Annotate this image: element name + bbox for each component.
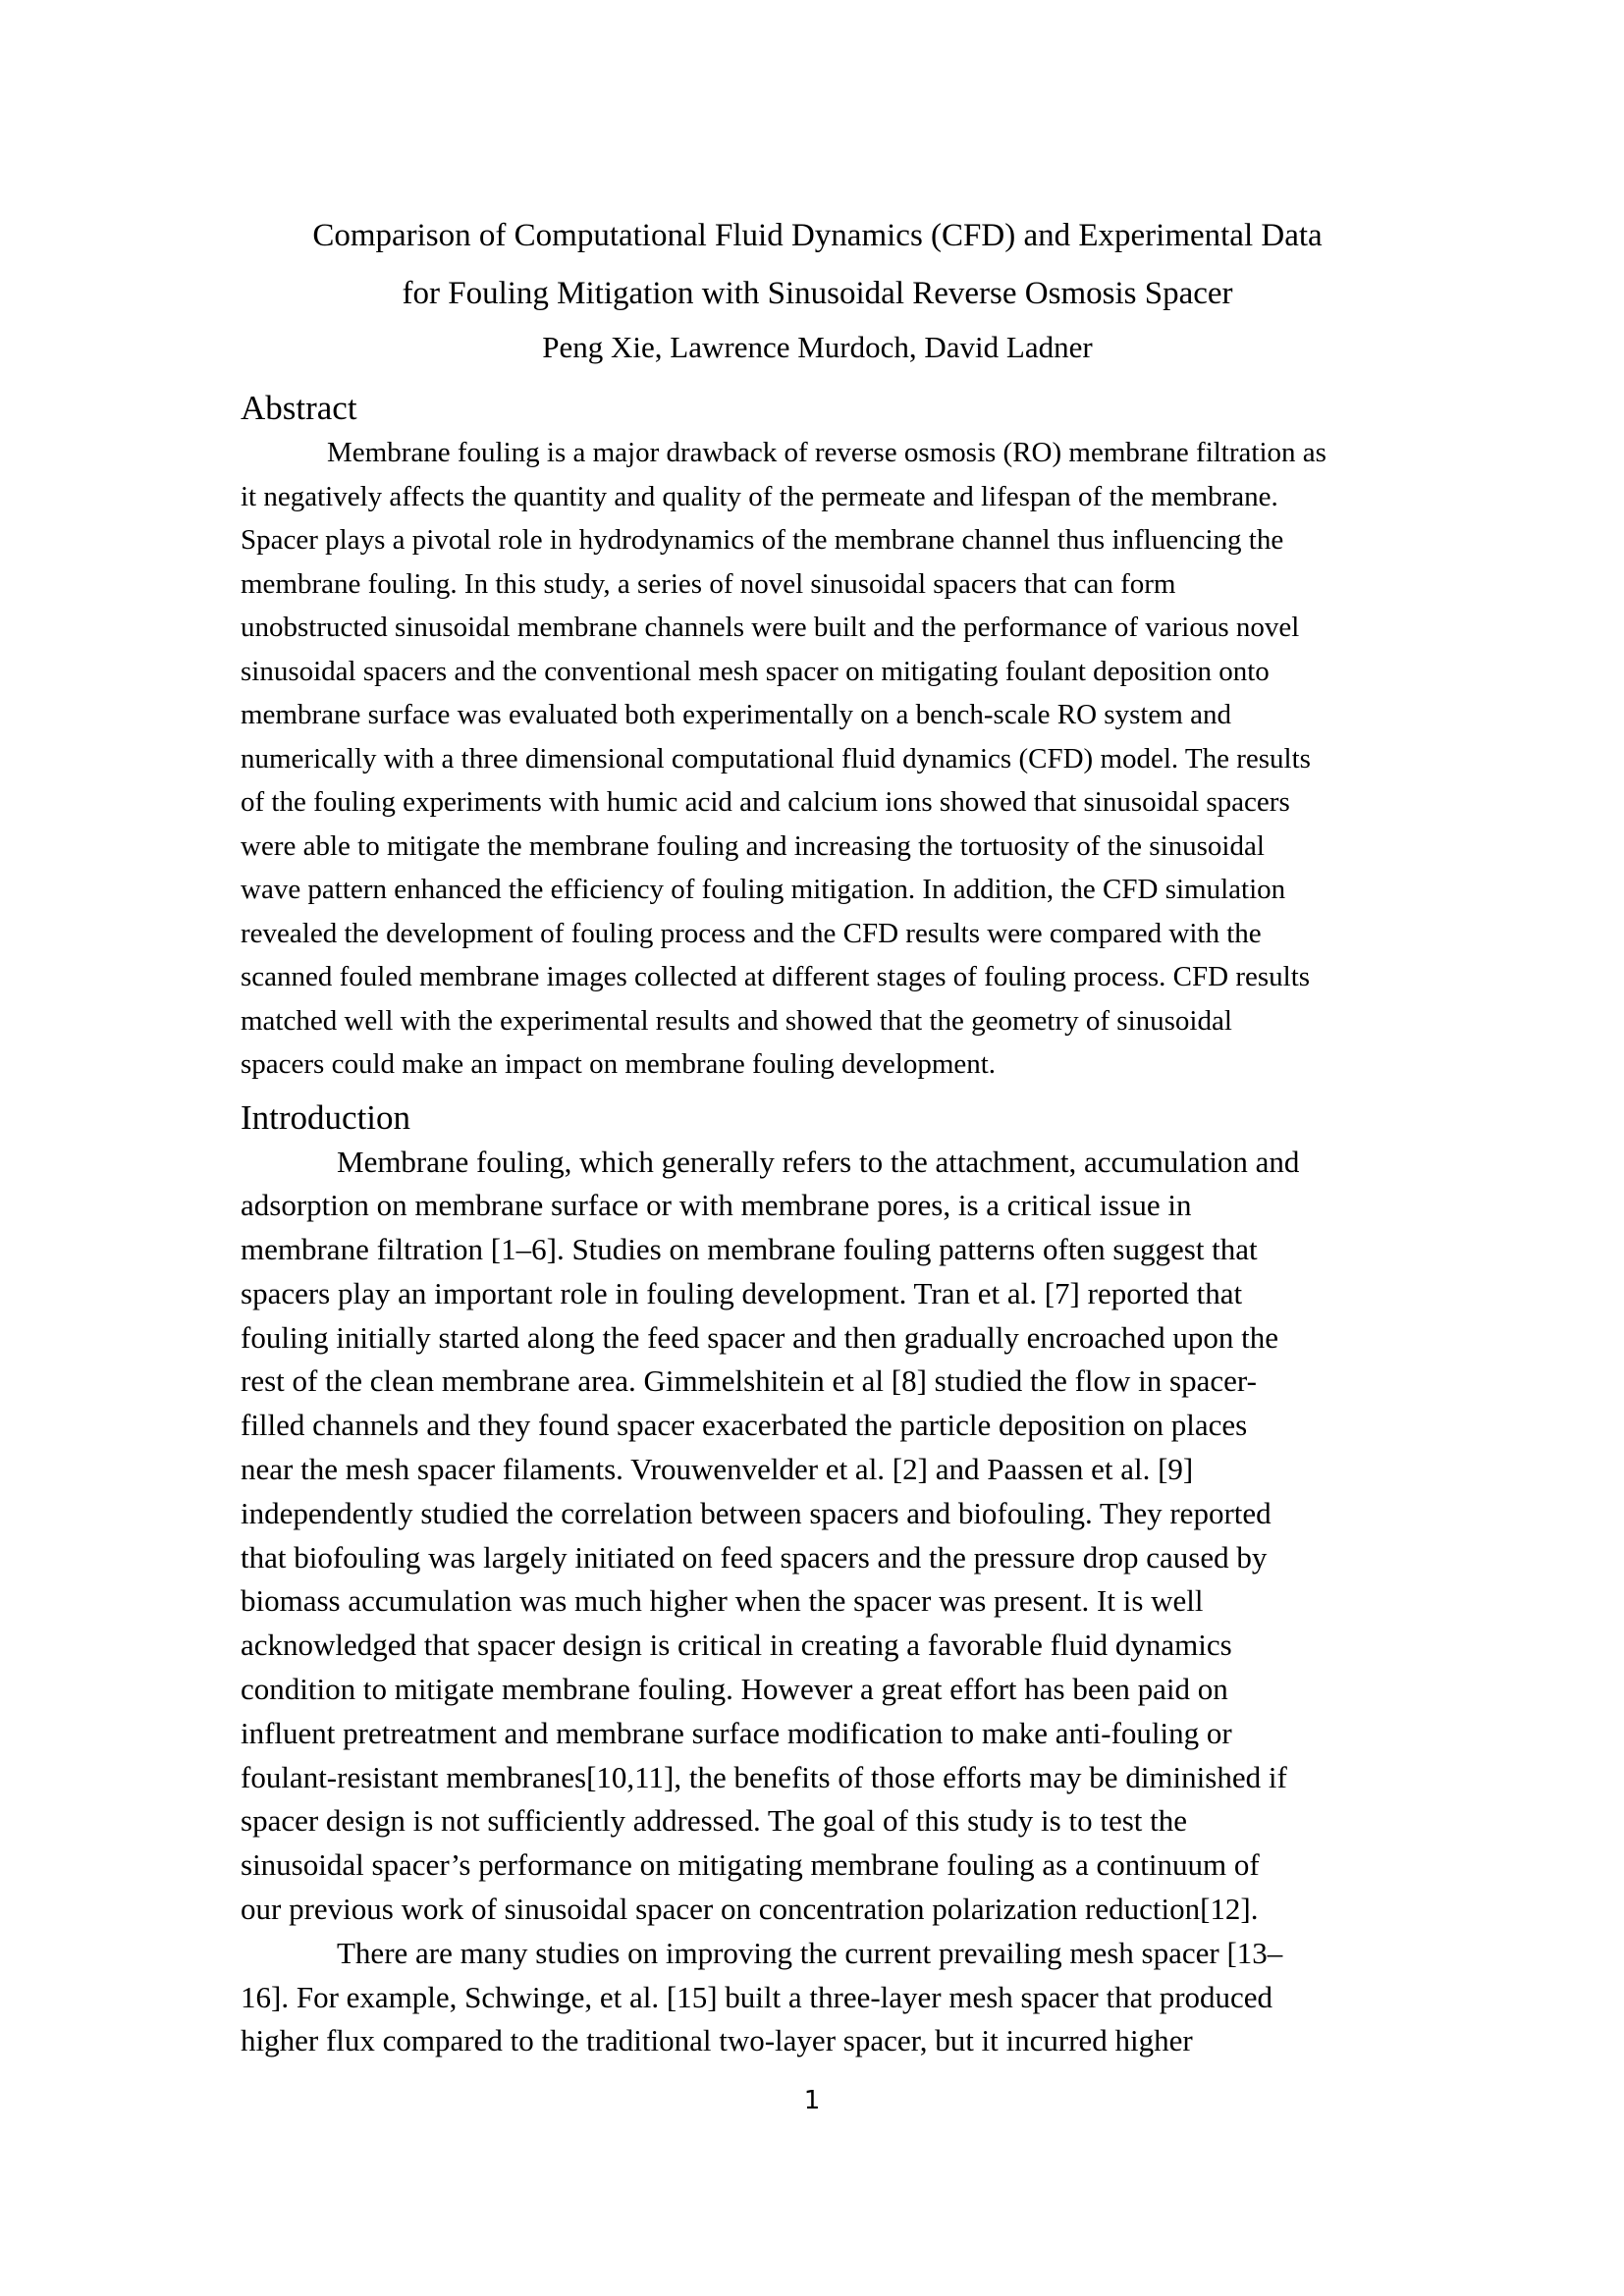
- paper-title: [241, 0, 1394, 323]
- text-line: spacer design is not sufficiently addressed. The goal of this study is to test the: [241, 1803, 1187, 1839]
- introduction-paragraph-2: [241, 1932, 1394, 2063]
- text-line: independently studied the correlation between spacers and biofouling. They reported: [241, 1495, 1272, 1530]
- abstract-paragraph: [241, 431, 1394, 1087]
- text-line: near the mesh spacer filaments. Vrouwenvelder et al. [2] and Paassen et al. [9]: [241, 1452, 1194, 1487]
- introduction-heading: Introduction: [241, 1097, 411, 1137]
- text-line: fouling initially started along the feed spacer and then gradually encroached upon the: [241, 1319, 1279, 1355]
- text-line: membrane fouling. In this study, a series of novel sinusoidal spacers that can form: [241, 567, 1176, 600]
- text-line: There are many studies on improving the current prevailing mesh spacer [13–: [337, 1935, 1283, 1970]
- text-line: membrane surface was evaluated both experimentally on a bench-scale RO system and: [241, 699, 1231, 730]
- text-line: Membrane fouling, which generally refers to the attachment, accumulation and: [337, 1144, 1300, 1179]
- text-line: acknowledged that spacer design is critical in creating a favorable fluid dynamics: [241, 1628, 1232, 1663]
- text-line: of the fouling experiments with humic acid and calcium ions showed that sinusoidal spacers: [241, 786, 1290, 818]
- text-line: unobstructed sinusoidal membrane channels were built and the performance of various novel: [241, 612, 1300, 643]
- page-number: 1: [803, 2086, 821, 2115]
- text-line: revealed the development of fouling process and the CFD results were compared with the: [241, 917, 1262, 949]
- text-line: influent pretreatment and membrane surface modification to make anti-fouling or: [241, 1715, 1232, 1750]
- introduction-paragraph-1: [241, 1141, 1394, 1932]
- text-line: sinusoidal spacers and the conventional mesh spacer on mitigating foulant deposition onto: [241, 655, 1270, 687]
- text-line: wave pattern enhanced the efficiency of fouling mitigation. In addition, the CFD simulation: [241, 874, 1286, 905]
- text-line: adsorption on membrane surface or with membrane pores, is a critical issue in: [241, 1188, 1192, 1223]
- text-line: Spacer plays a pivotal role in hydrodynamics of the membrane channel thus influencing the: [241, 524, 1284, 556]
- text-line: 16]. For example, Schwinge, et al. [15] built a three-layer mesh spacer that produced: [241, 1979, 1273, 2014]
- paper-title-line-1: Comparison of Computational Fluid Dynamics (CFD) and Experimental Data: [312, 218, 1323, 253]
- text-line: our previous work of sinusoidal spacer on concentration polarization reduction[12].: [241, 1892, 1259, 1927]
- text-line: condition to mitigate membrane fouling. However a great effort has been paid on: [241, 1672, 1228, 1707]
- text-line: foulant-resistant membranes[10,11], the benefits of those efforts may be diminished if: [241, 1759, 1287, 1794]
- text-line: higher flux compared to the traditional two-layer spacer, but it incurred higher: [241, 2023, 1193, 2058]
- text-line: numerically with a three dimensional computational fluid dynamics (CFD) model. The results: [241, 742, 1311, 774]
- text-line: filled channels and they found spacer exacerbated the particle deposition on places: [241, 1408, 1248, 1443]
- text-line: Membrane fouling is a major drawback of reverse osmosis (RO) membrane filtration as: [327, 437, 1326, 468]
- text-line: biomass accumulation was much higher when the spacer was present. It is well: [241, 1583, 1204, 1619]
- text-line: spacers play an important role in fouling development. Tran et al. [7] reported that: [241, 1275, 1243, 1310]
- abstract-heading: Abstract: [241, 389, 357, 427]
- text-line: it negatively affects the quantity and quality of the permeate and lifespan of the membrane.: [241, 480, 1278, 512]
- text-line: were able to mitigate the membrane fouling and increasing the tortuosity of the sinusoidal: [241, 829, 1265, 862]
- text-line: membrane filtration [1–6]. Studies on membrane fouling patterns often suggest that: [241, 1232, 1258, 1267]
- text-line: rest of the clean membrane area. Gimmelshitein et al [8] studied the flow in spacer-: [241, 1363, 1257, 1399]
- page-content: [241, 0, 1394, 2063]
- text-line: scanned fouled membrane images collected at different stages of fouling process. CFD results: [241, 961, 1311, 992]
- text-line: spacers could make an impact on membrane fouling development.: [241, 1048, 997, 1080]
- text-line: that biofouling was largely initiated on feed spacers and the pressure drop caused by: [241, 1539, 1268, 1575]
- authors-line: Peng Xie, Lawrence Murdoch, David Ladner: [542, 330, 1093, 364]
- text-line: sinusoidal spacer’s performance on mitigating membrane fouling as a continuum of: [241, 1847, 1260, 1883]
- paper-title-line-2: for Fouling Mitigation with Sinusoidal Reverse Osmosis Spacer: [402, 276, 1233, 311]
- text-line: matched well with the experimental results and showed that the geometry of sinusoidal: [241, 1004, 1232, 1037]
